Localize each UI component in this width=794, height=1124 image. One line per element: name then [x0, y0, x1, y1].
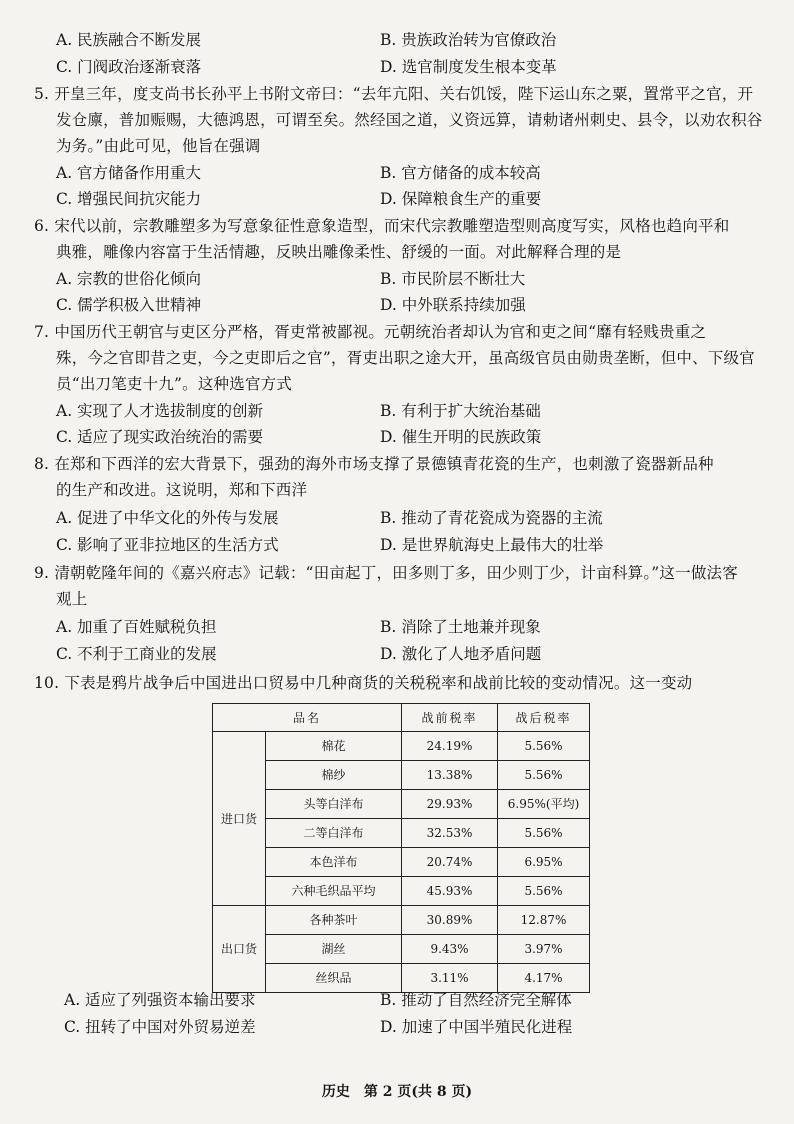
q6-stem-line-1: 6. 宋代以前，宗教雕塑多为写意象征性意象造型，而宋代宗教雕塑造型则高度写实，风格也趋向平和	[34, 217, 730, 235]
row-rate-before: 20.74%	[402, 848, 498, 877]
row-rate-after: 12.87%	[498, 906, 590, 935]
q6-option-d: D. 中外联系持续加强	[380, 296, 526, 314]
q5-stem-line-3: 为务。”由此可见，他旨在强调	[56, 137, 261, 155]
q10-option-c: C. 扭转了中国对外贸易逆差	[64, 1018, 256, 1036]
row-rate-before: 24.19%	[402, 732, 498, 761]
q5-option-d: D. 保障粮食生产的重要	[380, 190, 542, 208]
q4-option-c: C. 门阀政治逐渐衰落	[56, 58, 202, 76]
group-label-export: 出口货	[213, 906, 266, 993]
table-row	[213, 935, 590, 964]
q5-stem-line-1: 5. 开皇三年，度支尚书长孙平上书附文帝曰：“去年亢阳、关右饥馁，陛下运山东之粟，置常平之官，开	[34, 85, 754, 103]
q8-stem-line-1: 8. 在郑和下西洋的宏大背景下，强劲的海外市场支撑了景德镇青花瓷的生产，也刺激了瓷器新品种	[34, 455, 714, 473]
q4-option-b: B. 贵族政治转为官僚政治	[380, 31, 557, 49]
row-rate-after: 5.56%	[498, 877, 590, 906]
q10-option-b: B. 推动了自然经济完全解体	[380, 991, 572, 1009]
row-rate-before: 3.11%	[402, 964, 498, 993]
q7-stem-line-1: 7. 中国历代王朝官与吏区分严格，胥吏常被鄙视。元朝统治者却认为官和吏之间“靡有轻贱贵重之	[34, 323, 707, 341]
row-rate-before: 13.38%	[402, 761, 498, 790]
q9-option-b: B. 消除了土地兼并现象	[380, 618, 541, 636]
header-rate-after: 战后税率	[498, 704, 590, 732]
q7-stem-line-2: 殊，今之官即昔之吏，今之吏即后之官”，胥吏出职之途大开，虽高级官员由勋贵垄断，但中、下级官	[56, 349, 755, 367]
row-item-name: 棉纱	[266, 761, 402, 790]
row-item-name: 湖丝	[266, 935, 402, 964]
row-rate-before: 9.43%	[402, 935, 498, 964]
row-item-name: 二等白洋布	[266, 819, 402, 848]
q9-stem-line-2: 观上	[56, 590, 88, 608]
q8-option-a: A. 促进了中华文化的外传与发展	[56, 509, 279, 527]
row-item-name: 各种茶叶	[266, 906, 402, 935]
row-rate-before: 29.93%	[402, 790, 498, 819]
row-rate-before: 32.53%	[402, 819, 498, 848]
q4-option-a: A. 民族融合不断发展	[56, 31, 202, 49]
table-header-row	[213, 704, 590, 732]
q6-option-b: B. 市民阶层不断壮大	[380, 270, 526, 288]
tariff-table	[212, 703, 590, 993]
q10-option-a: A. 适应了列强资本输出要求	[64, 991, 256, 1009]
q5-option-b: B. 官方储备的成本较高	[380, 164, 541, 182]
row-item-name: 六种毛织品平均	[266, 877, 402, 906]
table-row	[213, 848, 590, 877]
row-rate-after: 6.95%(平均)	[498, 790, 590, 819]
row-rate-after: 5.56%	[498, 819, 590, 848]
q10-stem-line-1: 10. 下表是鸦片战争后中国进出口贸易中几种商货的关税税率和战前比较的变动情况。这一变动	[34, 674, 693, 692]
row-rate-before: 45.93%	[402, 877, 498, 906]
table-row	[213, 819, 590, 848]
header-item-name: 品名	[213, 704, 402, 732]
q9-option-c: C. 不利于工商业的发展	[56, 645, 217, 663]
group-label-import: 进口货	[213, 732, 266, 906]
q4-option-d: D. 选官制度发生根本变革	[380, 58, 557, 76]
q8-option-d: D. 是世界航海史上最伟大的壮举	[380, 536, 604, 554]
table-row	[213, 761, 590, 790]
row-item-name: 棉花	[266, 732, 402, 761]
row-rate-before: 30.89%	[402, 906, 498, 935]
row-rate-after: 3.97%	[498, 935, 590, 964]
header-rate-before: 战前税率	[402, 704, 498, 732]
row-rate-after: 5.56%	[498, 732, 590, 761]
row-item-name: 丝织品	[266, 964, 402, 993]
q7-option-d: D. 催生开明的民族政策	[380, 428, 542, 446]
q7-option-c: C. 适应了现实政治统治的需要	[56, 428, 264, 446]
table-row	[213, 906, 590, 935]
q8-stem-line-2: 的生产和改进。这说明，郑和下西洋	[56, 481, 308, 499]
q5-option-c: C. 增强民间抗灾能力	[56, 190, 202, 208]
q8-option-c: C. 影响了亚非拉地区的生活方式	[56, 536, 279, 554]
q5-stem-line-2: 发仓廪，普加赈赐，大德鸿恩，可谓至矣。然经国之道，义资远算，请勅诸州刺史、县令，以劝农积谷	[56, 111, 763, 129]
q6-stem-line-2: 典雅，雕像内容富于生活情趣，反映出雕像柔性、舒缓的一面。对此解释合理的是	[56, 243, 622, 261]
q5-option-a: A. 官方储备作用重大	[56, 164, 202, 182]
q6-option-a: A. 宗教的世俗化倾向	[56, 270, 202, 288]
page-footer: 历史 第 2 页(共 8 页)	[321, 1084, 473, 1100]
q7-stem-line-3: 员“出刀笔吏十九”。这种选官方式	[56, 375, 293, 393]
q9-option-a: A. 加重了百姓赋税负担	[56, 618, 217, 636]
q7-option-a: A. 实现了人才选拔制度的创新	[56, 402, 264, 420]
q9-option-d: D. 激化了人地矛盾问题	[380, 645, 542, 663]
q7-option-b: B. 有利于扩大统治基础	[380, 402, 541, 420]
row-item-name: 本色洋布	[266, 848, 402, 877]
q8-option-b: B. 推动了青花瓷成为瓷器的主流	[380, 509, 603, 527]
row-rate-after: 5.56%	[498, 761, 590, 790]
table-row	[213, 877, 590, 906]
q6-option-c: C. 儒学积极入世精神	[56, 296, 202, 314]
row-rate-after: 6.95%	[498, 848, 590, 877]
q9-stem-line-1: 9. 清朝乾隆年间的《嘉兴府志》记载：“田亩起丁，田多则丁多，田少则丁少，计亩科算。”这一做法客	[34, 564, 738, 582]
row-item-name: 头等白洋布	[266, 790, 402, 819]
table-row	[213, 732, 590, 761]
row-rate-after: 4.17%	[498, 964, 590, 993]
q10-option-d: D. 加速了中国半殖民化进程	[380, 1018, 573, 1036]
table-row	[213, 790, 590, 819]
table-row	[213, 964, 590, 993]
